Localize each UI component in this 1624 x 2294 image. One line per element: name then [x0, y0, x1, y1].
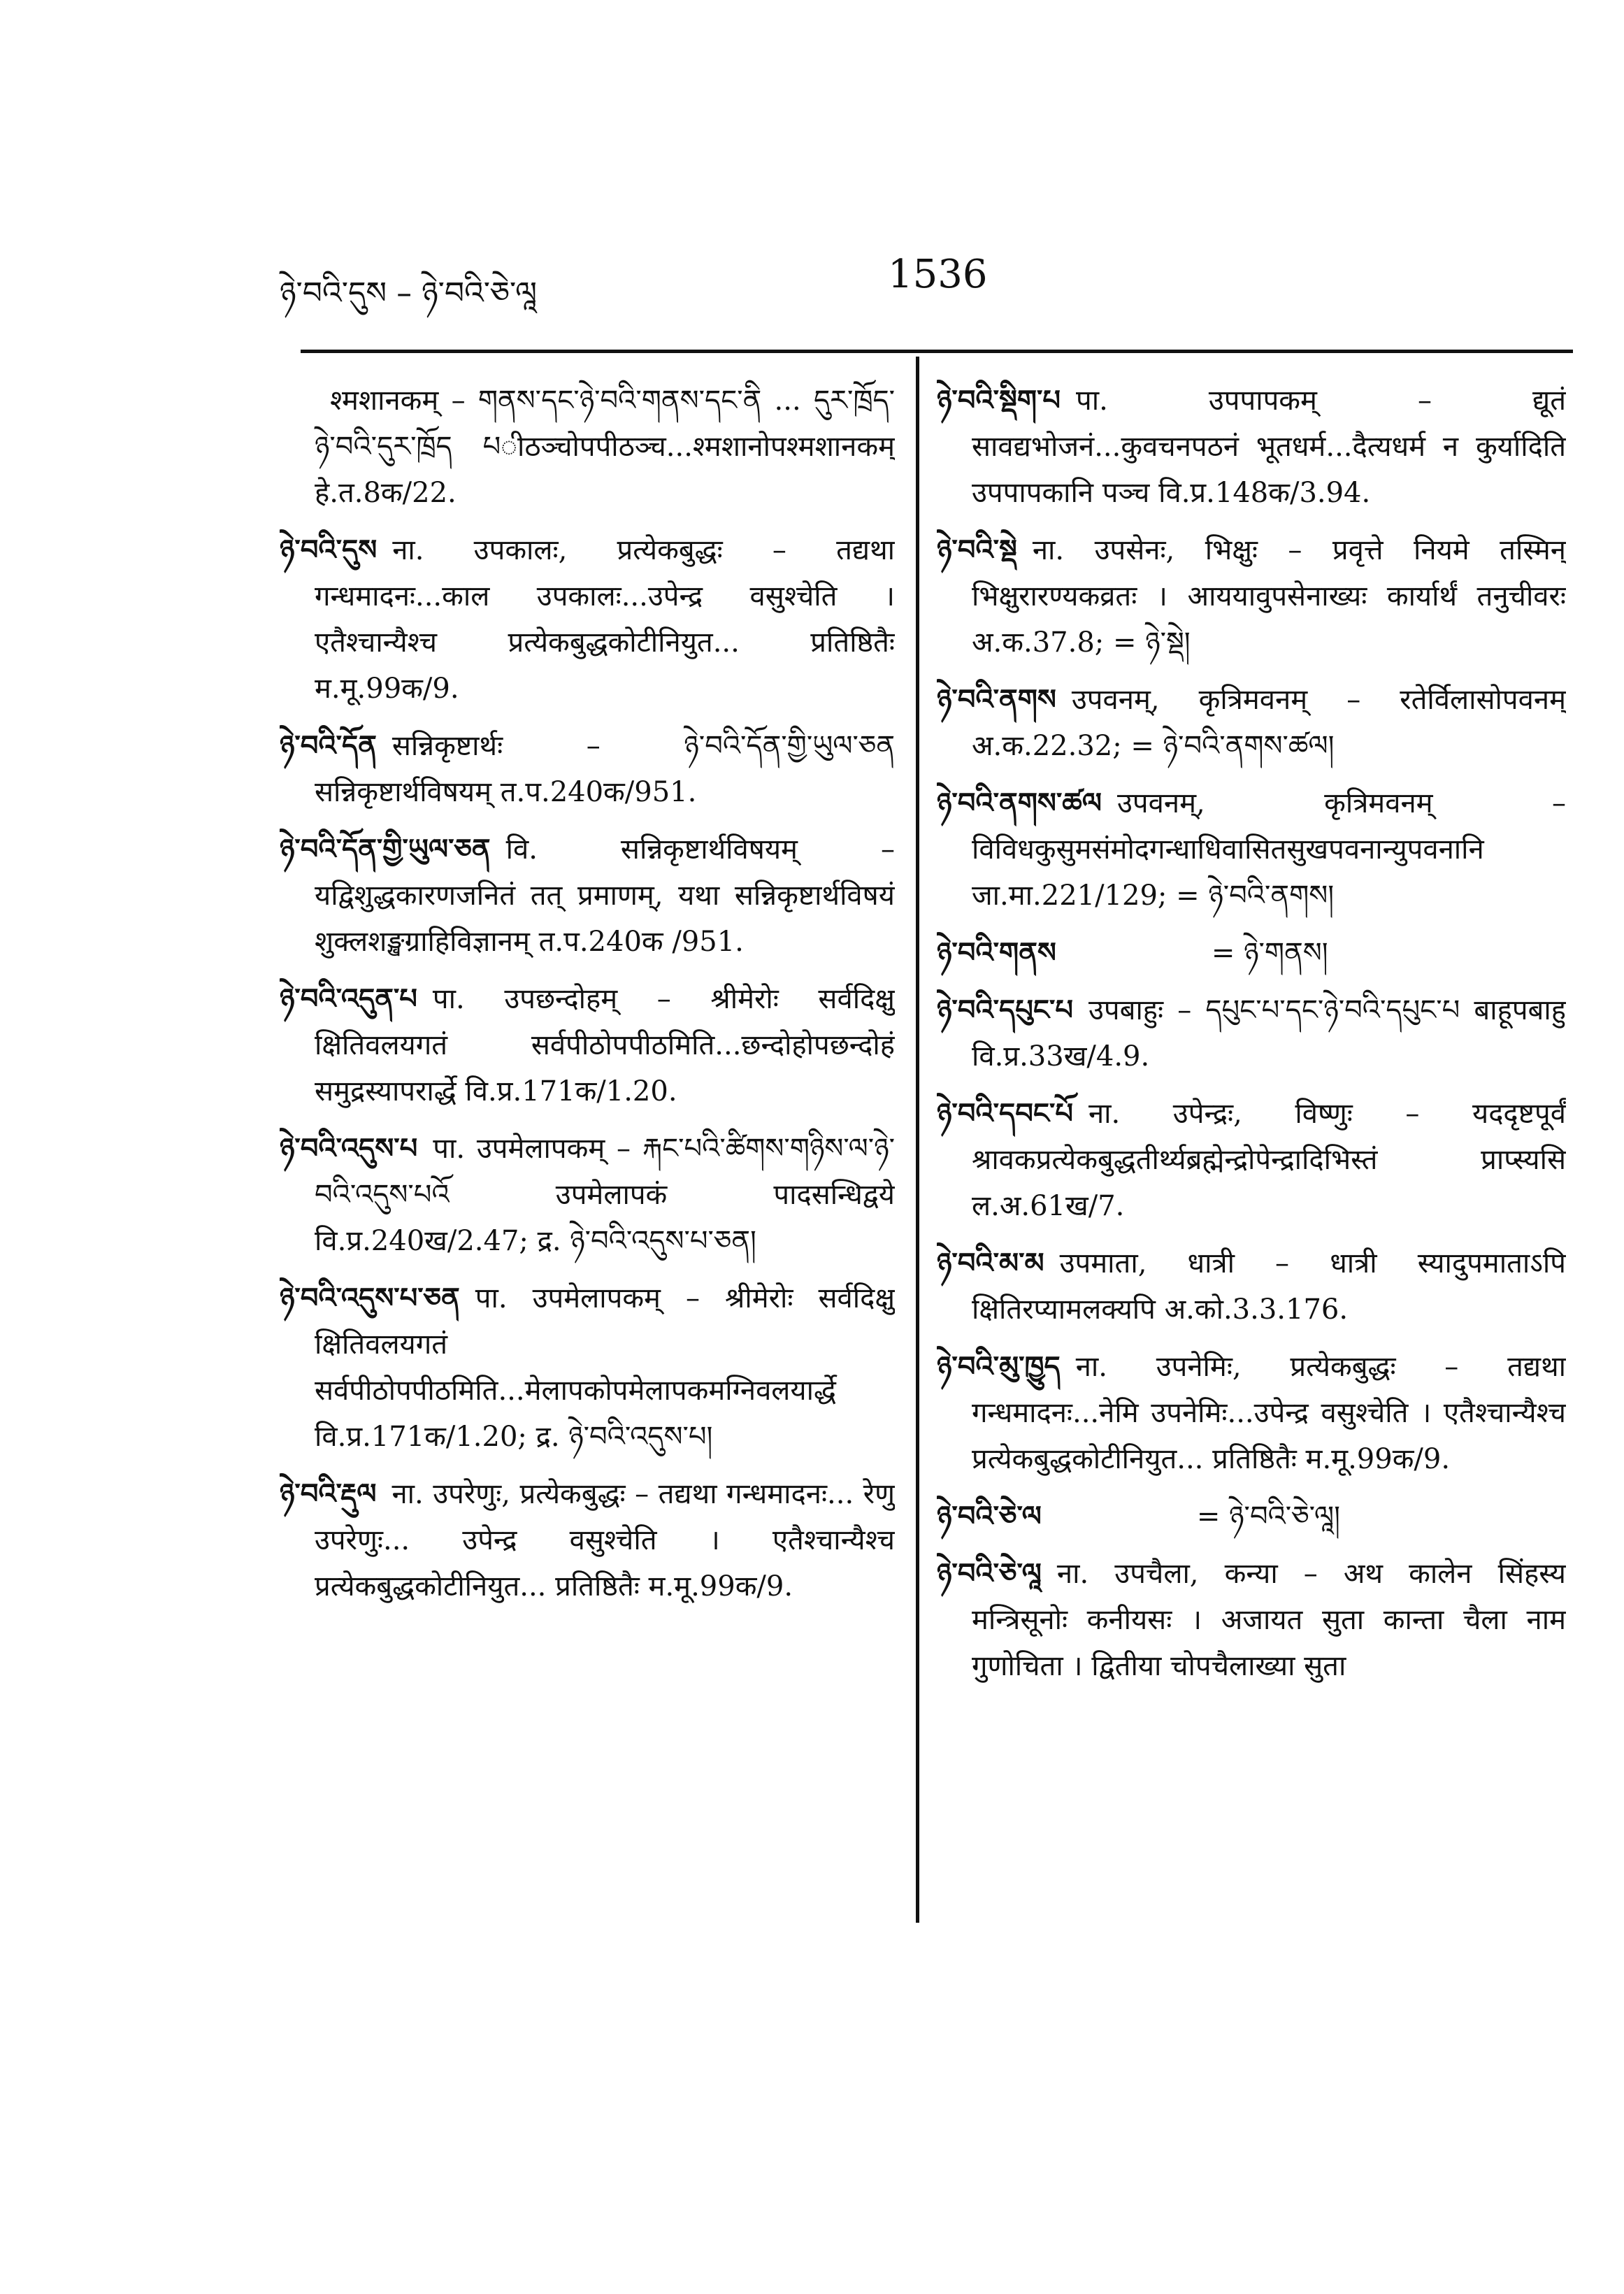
dictionary-entry — [280, 826, 895, 965]
dictionary-entry — [280, 1275, 895, 1460]
dictionary-entry — [280, 723, 895, 815]
dictionary-entry — [937, 1551, 1566, 1689]
dictionary-entry — [280, 378, 895, 516]
entry-headword: ཉེ་བའི་དབང་པོ — [937, 1098, 1073, 1130]
dictionary-entry — [280, 1471, 895, 1610]
entry-headword: ཉེ་བའི་དོན — [280, 730, 377, 762]
entry-headword: ཉེ་བའི་སྡེ — [937, 534, 1017, 566]
running-head: ཉེ་བའི་དུས – ཉེ་བའི་ཅེ་ལཱ — [280, 275, 538, 311]
entry-body: उपवनम्, कृत्रिमवनम् – रतेर्विलासोपवनम् अ.क.22.32; = ཉེ་བའི་ནགས་ཚལ། — [972, 684, 1566, 762]
entry-body: उपबाहुः – དཔུང་པ་དང་ཉེ་བའི་དཔུང་པ बाहूपबाहु वि.प्र.33ख/4.9. — [972, 994, 1566, 1073]
entry-body: पा. उपपापकम् – द्यूतं सावद्यभोजनं...कुवचनपठनं भूतधर्म...दैत्यधर्म न कुर्यादिति उपपापकानि पञ्च वि.प्र.148क/3.94. — [972, 385, 1566, 509]
entry-headword: ཉེ་བའི་མ་མ — [937, 1247, 1044, 1279]
entry-body: ना. उपेन्द्रः, विष्णुः – यददृष्टपूर्वं श्रावकप्रत्येकबुद्धतीर्थ्यब्रह्मेन्द्रोपेन्द्रादिभिस्तं प्राप्स्यसि ल.अ.61ख/7. — [972, 1098, 1566, 1222]
column-divider — [916, 357, 919, 1923]
entry-body: पा. उपमेलापकम् – श्रीमेरोः सर्वदिक्षु क्षितिवलयगतं सर्वपीठोपपीठमिति...मेलापकोपमेलापकमग्निवलयार्द्धे वि.प्र.171क/1.20; द्र. ཉེ་བའི་འདུས་པ། — [315, 1282, 895, 1453]
entry-body: = ཉེ་བའི་ཅེ་ལཱ། — [1196, 1500, 1340, 1533]
entry-headword: ཉེ་བའི་དཔུང་པ — [937, 994, 1073, 1026]
cross-reference-entry — [937, 1493, 1566, 1540]
left-column — [280, 378, 895, 2210]
entry-body: वि. सन्निकृष्टार्थविषयम् – यद्विशुद्धकारणजनितं तत् प्रमाणम्, यथा सन्निकृष्टार्थविषयं शुक्लशङ्खग्राहिविज्ञानम् त.प.240क /951. — [315, 833, 895, 958]
entry-headword: ཉེ་བའི་མུ་ཁྱུད — [937, 1351, 1061, 1383]
dictionary-entry — [937, 1344, 1566, 1482]
dictionary-entry — [280, 527, 895, 712]
dictionary-entry — [937, 780, 1566, 919]
entry-headword: ཉེ་བའི་གནས — [937, 937, 1056, 969]
page-number: 1536 — [888, 252, 988, 297]
entry-body: पा. उपछन्दोहम् – श्रीमेरोः सर्वदिक्षु क्षितिवलयगतं सर्वपीठोपपीठमिति...छन्दोहोपछन्दोहं समुद्रस्यापरार्द्धे वि.प्र.171क/1.20. — [315, 983, 895, 1107]
dictionary-entry — [937, 1091, 1566, 1229]
dictionary-entry — [280, 976, 895, 1114]
entry-headword: ཉེ་བའི་དུས — [280, 534, 378, 566]
entry-body: ना. उपकालः, प्रत्येकबुद्धः – तद्यथा गन्धमादनः...काल उपकालः...उपेन्द्र वसुश्चेति । एतैश्चान्यैश्च प्रत्येकबुद्धकोटीनियुत... प्रतिष्ठितैः म.मू.99क/9. — [315, 534, 895, 705]
dictionary-entry — [937, 987, 1566, 1080]
header-rule — [301, 350, 1573, 353]
entry-headword: ཉེ་བའི་རྡུལ — [280, 1478, 377, 1510]
right-column — [937, 378, 1566, 2210]
entry-body: = ཉེ་གནས། — [1211, 937, 1328, 969]
entry-headword: ཉེ་བའི་ནགས་ཚལ — [937, 787, 1102, 819]
entry-headword: ཉེ་བའི་འདུས་པ — [280, 1133, 418, 1165]
entry-headword: ཉེ་བའི་སྡིག་པ — [937, 385, 1061, 417]
dictionary-entry — [937, 378, 1566, 516]
entry-body: श्मशानकम् – གནས་དང་ཉེ་བའི་གནས་དང་ནི ... དུར་ཁྲོད་ཉེ་བའི་དུར་ཁྲོད པीठञ्चोपपीठञ्च...श्मशानोपश्मशानकम् हे.त.8क/22. — [315, 385, 895, 509]
entry-body: उपमाता, धात्री – धात्री स्यादुपमाताऽपि क्षितिरप्यामलक्यपि अ.को.3.3.176. — [972, 1247, 1566, 1326]
entry-body: ना. उपचैला, कन्या – अथ कालेन सिंहस्य मन्त्रिसूनोः कनीयसः । अजायत सुता कान्ता चैला नाम गुणोचिता । द्वितीया चोपचैलाख्या सुता — [972, 1558, 1566, 1682]
entry-headword: ཉེ་བའི་ཅེ་ལཱ — [937, 1558, 1042, 1590]
entry-headword: ཉེ་བའི་འདུན་པ — [280, 983, 417, 1015]
entry-body: सन्निकृष्टार्थः – ཉེ་བའི་དོན་གྱི་ཡུལ་ཅན सन्निकृष्टार्थविषयम् त.प.240क/951. — [315, 730, 895, 808]
dictionary-entry — [937, 1240, 1566, 1333]
entry-headword: ཉེ་བའི་ནགས — [937, 684, 1056, 716]
page-header — [280, 252, 1552, 322]
dictionary-entry — [280, 1126, 895, 1264]
entry-headword: ཉེ་བའི་དོན་གྱི་ཡུལ་ཅན — [280, 833, 491, 866]
entry-body: उपवनम्, कृत्रिमवनम् – विविधकुसुमसंमोदगन्धाधिवासितसुखपवनान्युपवनानि जा.मा.221/129; = ཉེ་བའི་ནགས། — [972, 787, 1566, 912]
cross-reference-entry — [937, 930, 1566, 976]
entry-headword: ཉེ་བའི་འདུས་པ་ཅན — [280, 1282, 460, 1314]
entry-body: पा. उपमेलापकम् – རྐང་པའི་ཚིགས་གཉིས་ལ་ཉེ་བའི་འདུས་པའོ उपमेलापकं पादसन्धिद्वये वि.प्र.240ख/2.47; द्र. ཉེ་བའི་འདུས་པ་ཅན། — [315, 1133, 895, 1257]
entry-body: ना. उपनेमिः, प्रत्येकबुद्धः – तद्यथा गन्धमादनः...नेमि उपनेमिः...उपेन्द्र वसुश्चेति । एतैश्चान्यैश्च प्रत्येकबुद्धकोटीनियुत... प्रतिष्ठितैः म.मू.99क/9. — [972, 1351, 1566, 1475]
entry-body: ना. उपसेनः, भिक्षुः – प्रवृत्ते नियमे तस्मिन् भिक्षुरारण्यकव्रतः । आययावुपसेनाख्यः कार्यार्थं तनुचीवरः अ.क.37.8; = ཉེ་སྡེ། — [972, 534, 1566, 659]
dictionary-entry — [937, 527, 1566, 666]
dictionary-entry — [937, 677, 1566, 769]
entry-body: ना. उपरेणुः, प्रत्येकबुद्धः – तद्यथा गन्धमादनः... रेणु उपरेणुः... उपेन्द्र वसुश्चेति । एतैश्चान्यैश्च प्रत्येकबुद्धकोटीनियुत... प्रतिष्ठितैः म.मू.99क/9. — [315, 1478, 895, 1603]
entry-headword: ཉེ་བའི་ཅེ་ལ — [937, 1500, 1042, 1533]
